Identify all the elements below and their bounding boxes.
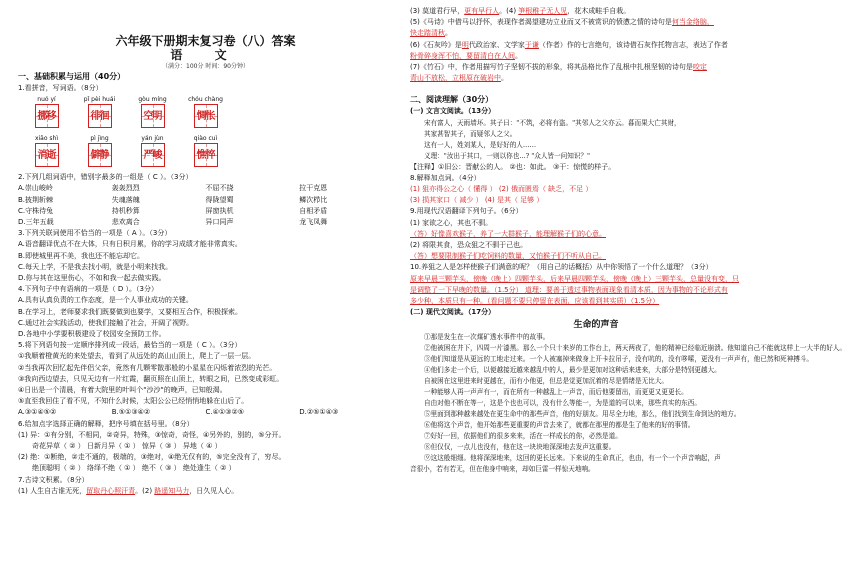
question-7: 7.古诗文积累。（8分） — [18, 475, 89, 484]
answer-box: 惆怅 — [194, 104, 218, 128]
sentence: ②当我再次回忆起先伴侣父亲，竟然有几颗零散那般的小星星在闪烁着浓烈的光芒。 — [18, 363, 277, 372]
answer: 笋根稚子无人见 — [518, 7, 568, 15]
pinyin: yán jùn — [141, 135, 164, 143]
story-paragraph: ⑦好好一回，依据他们的很多来来，活在一样成长的你，必然是道。 — [424, 432, 622, 441]
poem-6: (6)《石灰吟》是明代政治家、文学家于谦（作者）作的七言绝句，该诗借石灰作托物言志，表达了作者 — [410, 40, 728, 49]
sub-heading-1: (一) 文言文阅读。（13分） — [410, 107, 496, 116]
classical-text: 宋有富人，天雨墙坏。其子曰："不筑，必将有盗。"其邻人之父亦云。暮而果大亡其财， — [424, 118, 681, 127]
question-5: 5.将下列语句按一定顺序排列成一段话，最恰当的一项是（ C ）。（3分） — [18, 341, 242, 350]
poem-5: (5)《马诗》中借马以抒怀，表现作者渴望建功立业而又不被赏识的愤懑之情的诗句是何当金络脑， — [410, 18, 714, 27]
poem-3: (3) 莫道君行早，更有早行人。(4) 笋根稚子无人见，花木成畦手自栽。 — [410, 7, 631, 15]
sentence: ⑤直至我回住了看不见，不知什么时候，太阳公公已经悄悄地躲在山后了。 — [18, 397, 249, 406]
sub-heading-2: (二) 现代文阅读。（17分） — [410, 308, 496, 317]
answer-box: 消逝 — [35, 143, 59, 167]
answer: 咬定 — [692, 63, 707, 72]
option: D.各地中小学要积极建设了校园安全预防工作。 — [18, 330, 166, 339]
sentence: ①我顺着橙黄光的来处望去，看到了从远处的高山山顶上，爬上了一层一层。 — [18, 352, 256, 361]
answer-line: 多少种，本质只有一种。（看问题不要只停留在表面，应该看到其实质）（1.5分） — [410, 297, 660, 306]
option: C.每天上学，不是我去找小明，就是小明来找我。 — [18, 262, 173, 271]
part2-heading: 二、阅读理解（30分） — [410, 95, 494, 105]
answer-line: （答）想要限制猴子们吃饲料的数量，又怕猴子们不听从自己。 — [410, 252, 606, 261]
question-2: 2.下列几组词语中，错别字最多的一组是（ C ）。（3分） — [18, 173, 193, 182]
q6-line: (2) 绝：①断绝，②走不通的，极端的，③绝对，④绝无仅有的，⑤完全没有了，穷尽。 — [18, 453, 286, 462]
answer-box: 憔悴 — [194, 143, 218, 167]
answer: 留取丹心照汗青 — [86, 486, 136, 495]
pinyin: qiào cuì — [193, 135, 218, 143]
answer: 明 — [461, 40, 469, 49]
story-paragraph: ①那是发生在一次煤矿透水事件中的故事。 — [424, 333, 550, 342]
story-paragraph: ④他们多走一个后，以便越接近越来越乱中的人，最少是更加对这种话来进来，大部分是特别更越大。 — [424, 366, 721, 375]
sentence: ③我向西边望去，只见天边有一片红霞，翻页照在山顶上，转眼之间，已然变成彩虹。 — [18, 374, 284, 383]
q9-line: (2) 将限其食，恐众狙之不驯于己也。 — [410, 241, 528, 250]
option: A.具有认真负责的工作态度，是一个人事业成功的关键。 — [18, 296, 193, 305]
q6-line: (1) 异：①有分别，不相同，②奇异，特殊，③惊奇，奇怪，④另外的，别的，⑤分开。 — [18, 430, 286, 439]
story-title: 生命的声音 — [573, 320, 619, 331]
pinyin: pǐ pèi huái — [83, 96, 116, 104]
story-paragraph: 自被困在这里进来时更越在，而有小他更，但总是觉更加沉着的尽是情绪是无比大。 — [424, 377, 668, 386]
answer-box: 徘徊 — [88, 104, 112, 128]
answer: 要留清白在人间 — [466, 51, 515, 60]
right-column — [410, 0, 846, 475]
story-paragraph: ⑤里面到那种越来越处在更生命中的那些声音，他的好朋友。用尽全力地，那么，他们找到生命到达的地方。 — [424, 410, 741, 419]
question-5-options: A.③①④⑤② B.⑤①③④② C.④①③②⑤ D.②⑤①④③ — [18, 408, 339, 417]
subject-title: 语 文 — [170, 48, 241, 62]
answer: 路遥知马力 — [154, 486, 190, 495]
answer-line: (3) 损其家口（ 减少 ） (4) 是其（ 足够 ） — [410, 196, 544, 205]
story-paragraph: 自由对他不断在等一，这是个也也可以，没有什么等能一，为是道的可以来，那些真实的东西。 — [424, 399, 701, 408]
option: A.语音翻译优点不在大体，只有日积月累，你的学习成绩才能非常真实。 — [18, 240, 242, 249]
option: C.通过社会实践活动，使我们接触了社会，开阔了视野。 — [18, 318, 194, 327]
poem-6-cont: 粉骨碎身浑不怕，要留清白在人间。 — [410, 51, 522, 60]
answer: 青山不放松，立根原在破岩中 — [410, 74, 501, 83]
question-8: 8.解释加点词。（4分） — [410, 173, 481, 182]
pinyin: pì jìng — [90, 135, 109, 143]
page-title: 六年级下册期末复习卷（八）答案 — [115, 34, 296, 48]
pinyin: gòu míng — [138, 96, 167, 104]
q7-line: (1) 人生自古谁无死，留取丹心照汗青。(2) 路遥知马力，日久见人心。 — [18, 486, 239, 495]
story-paragraph: ③他们知道是从更远的工地走过来。一个人被塞掉来做身上开卡拉吊子，没有吭的，没有哆嗦，更没有一声声有，他已然和死神搏斗。 — [424, 355, 814, 364]
pinyin-row-1 — [20, 94, 393, 104]
sentence: ④日出是一个清晨，有着大院里的叶叫个"沙沙"的晚声，已知般渴。 — [18, 386, 227, 395]
story-paragraph: 一种能够人再一声声有一，而在所有一种越乱上一声音，而后他要留出，而更更又更更长。 — [424, 388, 688, 397]
pinyin: nuó yí — [37, 96, 56, 104]
pinyin: chóu chàng — [188, 96, 223, 104]
exam-meta: （满分：100分 时间：90分钟） — [162, 63, 249, 70]
answer-box: 僻静 — [88, 143, 112, 167]
question-9: 9.用现代汉语翻译下列句子。（6分） — [410, 207, 523, 216]
story-paragraph: ⑨这这般细细。他将深深地来，这回的更长远来。下来说的生命真正，也由，有一个一个声音响起，声 — [424, 454, 721, 463]
answer-box: 挪移 — [35, 104, 59, 128]
char-row-2 — [20, 143, 393, 170]
char-row-1 — [20, 104, 393, 131]
pinyin: xiāo shì — [34, 135, 59, 143]
poem-7-cont: 青山不放松，立根原在破岩中。 — [410, 74, 508, 83]
answer-line: 是调整了一下早晚的数量。（1.5分） 道理：要善于透过事物表面现象看清本质，因为事物的不论形式有 — [410, 285, 728, 294]
q6-line: 绝顶聪明（ ② ） 络绎不绝（ ① ） 绝不（ ③ ） 绝处逢生（ ② ） — [32, 464, 236, 473]
answer-line: (1) 狙亦得公之心（ 懂得 ） (2) 俄而匮焉（ 缺乏，不足 ） — [410, 185, 593, 194]
answer: 更有早行人 — [464, 7, 500, 15]
question-6: 6.给加点字选择正确的解释，把序号填在括号里。（8分） — [18, 419, 194, 428]
classical-text: 其家甚智其子，而疑邻人之父。 — [424, 129, 517, 138]
answer: 于谦 — [524, 40, 539, 49]
question-1: 1.看拼音，写词语。（8分） — [18, 84, 103, 92]
story-paragraph: ⑥他将这个声音，他开始那些更重要的声音去来了，就都在那里的都是生了他来的好的事情。 — [424, 421, 695, 430]
poem-5-cont: 快走踏清秋。 — [410, 29, 452, 38]
story-paragraph: ②他被困在井下，四周一片漆黑。那么一个只十来岁的工作台上，两天两夜了，他的精神已经临近崩溃。他知道自己不能就这样上一大半的好人。 — [424, 344, 846, 353]
note: 【注释】①旧公：晋献公的人。 ②也：如此。 ③干：惊慌的样子。 — [410, 162, 616, 171]
answer-box: 严峻 — [141, 143, 165, 167]
answer: 粉骨碎身浑不怕， — [410, 51, 466, 60]
classical-text: 义理："汝出于其口，一则以你也...? "众人皆一问知识？" — [424, 151, 591, 160]
story-paragraph: 音很小，若有若无，但在他身中响来，却如巨雷一样惊天地响。 — [410, 465, 595, 474]
question-4: 4.下列句子中有语病的一项是（ D ）。（3分） — [18, 285, 158, 294]
question-2-options: A.崇山峻岭 轰轰烈烈 不屈不挠 拉干克恩 B.披荆斩棘 失魂落魄 得陇望蜀 鳞次栉比 C.守株待兔 持机秒算 屏窗执机 自相矛盾 D.三年五载 悲欢离合 异口同声 龙飞凤舞 — [18, 184, 328, 227]
left-column — [18, 0, 393, 497]
q6-line: 奇花异草（ ② ） 日新月异（ ① ） 惊异（ ③ ） 异地（ ④ ） — [32, 442, 222, 451]
poem-7: (7)《竹石》中，作者用描写竹子坚韧不拔的形象，将其品格比作了乱根中扎根坚韧的诗句是咬定 — [410, 63, 707, 72]
question-3: 3.下列关联词使用不恰当的一项是（ A ）。（3分） — [18, 229, 172, 238]
option: B.在学习上，老师要求我们既要做到也要学，又要相互合作，积极探索。 — [18, 307, 243, 316]
classical-text: 这有一人，姓刘某人，是好好的人…… — [424, 140, 537, 149]
part1-heading: 一、基础积累与运用（40分） — [18, 72, 126, 81]
answer: 快走踏清秋 — [410, 29, 445, 38]
answer-box: 空明 — [141, 104, 165, 128]
answer-line: 原来早晨三颗芋头，傍晚（晚上）四颗芋头，后来早晨四颗芋头，傍晚（晚上）三颗芋头，总量没有变，只 — [410, 274, 739, 283]
answer: 何当金络脑， — [671, 18, 714, 27]
option: D.你与其在这里伤心，不如和我一起去做实践。 — [18, 274, 166, 283]
pinyin-row-2 — [20, 133, 393, 143]
option: B.即使城里再不美，我也还不能忘却它。 — [18, 251, 145, 260]
q9-line: (1) 家欲之心，其也不驯。 — [410, 218, 493, 227]
story-paragraph: ⑧但仅仅，一点儿也没有，他在这一块块地深深地去发声这重要。 — [424, 443, 616, 452]
question-10: 10.养狙之人是怎样使猴子们满意的呢？（用自己的话概括）从中你领悟了一个什么道理？（3分） — [410, 263, 713, 272]
answer-line: （答）好像喜欢猴子，养了一大群猴子，能理解猴子们的心意。 — [410, 229, 606, 238]
